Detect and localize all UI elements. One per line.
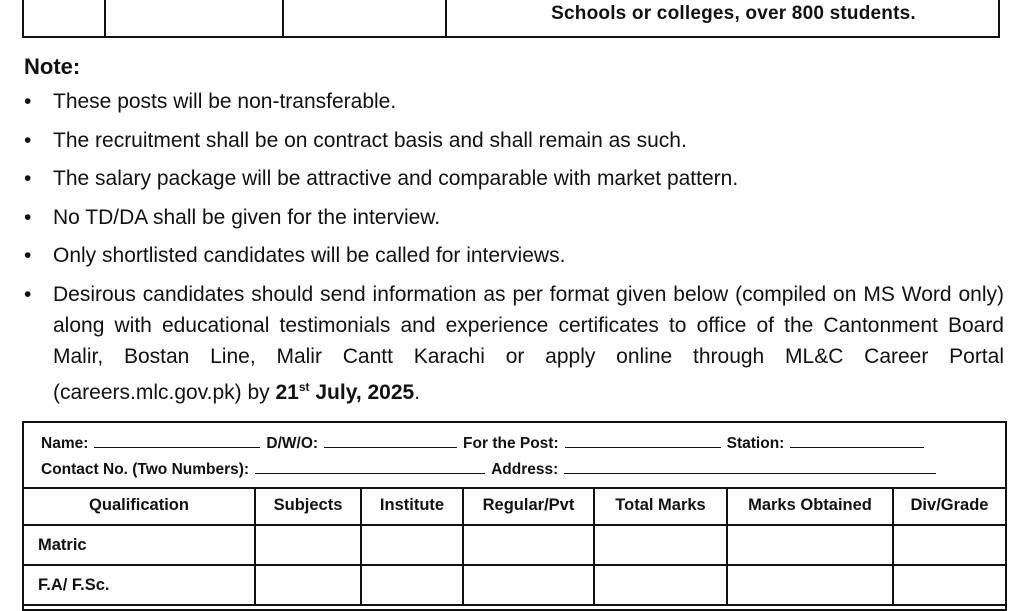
bullet-icon: • bbox=[24, 244, 32, 267]
table-cell[interactable] bbox=[361, 565, 463, 605]
note-item: • The salary package will be attractive and comparable with market pattern. bbox=[24, 163, 1004, 194]
col-total-marks: Total Marks bbox=[594, 487, 727, 525]
table-cell[interactable] bbox=[727, 565, 893, 605]
bullet-icon: • bbox=[24, 90, 32, 113]
note-list bbox=[24, 86, 1004, 416]
station-label: Station: bbox=[726, 435, 785, 452]
table-header-row bbox=[24, 487, 1005, 525]
col-institute: Institute bbox=[361, 487, 463, 525]
form-row-1 bbox=[41, 433, 930, 453]
col-div-grade: Div/Grade bbox=[893, 487, 1005, 525]
col-regular-pvt: Regular/Pvt bbox=[463, 487, 594, 525]
bullet-icon: • bbox=[24, 128, 32, 152]
table-cell[interactable] bbox=[463, 565, 594, 605]
note-title: Note: bbox=[24, 54, 81, 79]
col-subjects: Subjects bbox=[255, 487, 361, 525]
row-label-fa-fsc: F.A/ F.Sc. bbox=[24, 565, 255, 605]
bullet-icon: • bbox=[24, 282, 32, 306]
qualification-table bbox=[24, 487, 1005, 606]
dwo-field[interactable] bbox=[324, 433, 457, 448]
form-header bbox=[24, 423, 1005, 489]
top-table-cell-text: Schools or colleges, over 800 students. bbox=[551, 3, 916, 24]
bullet-icon: • bbox=[24, 205, 32, 229]
address-label: Address: bbox=[491, 461, 559, 478]
post-field[interactable] bbox=[565, 433, 721, 448]
table-cell[interactable] bbox=[361, 525, 463, 565]
contact-label: Contact No. (Two Numbers): bbox=[41, 461, 250, 478]
note-item-application: • Desirous candidates should send information as per format given below (compiled on MS Word only) along with educational testimonials and experience certificates to office of the Cantonment Board Malir, Bostan Line, Malir Cantt Karachi or apply online through ML&C Career Portal (careers.mlc.gov.pk) by 21st July, 2025. bbox=[24, 279, 1004, 409]
table-divider bbox=[445, 0, 447, 36]
contact-field[interactable] bbox=[255, 459, 485, 474]
post-label: For the Post: bbox=[463, 435, 559, 452]
table-cell[interactable] bbox=[594, 525, 727, 565]
dwo-label: D/W/O: bbox=[266, 435, 319, 452]
note-item: • Only shortlisted candidates will be called for interviews. bbox=[24, 240, 1004, 271]
table-cell[interactable] bbox=[594, 565, 727, 605]
note-item: • These posts will be non-transferable. bbox=[24, 86, 1004, 117]
row-label-matric: Matric bbox=[24, 525, 255, 565]
application-text: Desirous candidates should send information as per format given below (compiled on MS Word only) along with educational testimonials and experience certificates to office of the Cantonment Board Malir, Bostan Line, Malir Cantt Karachi or apply online through ML&C Career Portal (careers.mlc.gov.pk) by bbox=[53, 282, 1004, 405]
deadline-date: 21st July, 2025 bbox=[275, 380, 415, 405]
bullet-icon: • bbox=[24, 167, 32, 190]
table-cell[interactable] bbox=[893, 525, 1005, 565]
station-field[interactable] bbox=[790, 433, 924, 448]
table-cell[interactable] bbox=[727, 525, 893, 565]
application-form bbox=[22, 421, 1007, 611]
table-row bbox=[24, 565, 1005, 605]
form-row-2 bbox=[41, 459, 942, 479]
name-label: Name: bbox=[41, 435, 89, 452]
table-cell[interactable] bbox=[255, 565, 361, 605]
note-item: • No TD/DA shall be given for the interview. bbox=[24, 202, 1004, 233]
table-divider bbox=[282, 0, 284, 36]
name-field[interactable] bbox=[94, 433, 260, 448]
table-cell[interactable] bbox=[893, 565, 1005, 605]
top-table-fragment bbox=[22, 0, 1000, 38]
col-qualification: Qualification bbox=[24, 487, 255, 525]
table-divider bbox=[104, 0, 106, 36]
table-cell[interactable] bbox=[463, 525, 594, 565]
address-field[interactable] bbox=[564, 459, 936, 474]
table-row bbox=[24, 525, 1005, 565]
note-item: • The recruitment shall be on contract basis and shall remain as such. bbox=[24, 125, 1004, 156]
col-marks-obtained: Marks Obtained bbox=[727, 487, 893, 525]
table-cell[interactable] bbox=[255, 525, 361, 565]
